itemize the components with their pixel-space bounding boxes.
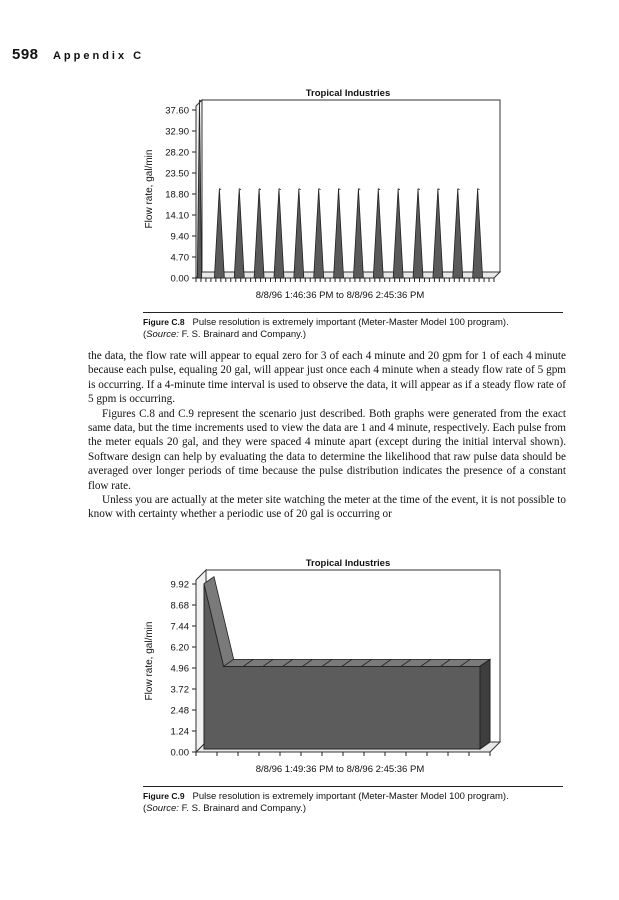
y-tick-label: 18.80 [165,189,189,201]
caption-label: Figure C.8 [143,317,185,327]
y-tick-label: 0.00 [170,747,189,759]
figure-c8-chart [0,86,619,306]
source-label: Source: [146,803,179,814]
y-tick-label: 0.00 [170,273,189,285]
x-axis-label: 8/8/96 1:49:36 PM to 8/8/96 2:45:36 PM [255,764,425,775]
page-number: 598 [12,46,39,63]
running-head: Appendix C [52,50,145,62]
y-tick-label: 37.60 [165,105,189,117]
figure-c9-chart [0,556,619,782]
y-tick-label: 28.20 [165,147,189,159]
source-text: F. S. Brainard and Company. [181,329,303,340]
y-tick-label: 14.10 [165,210,189,222]
source-label: Source: [146,329,179,340]
caption-label: Figure C.9 [143,791,185,801]
y-tick-label: 3.72 [170,684,189,696]
y-tick-label: 4.70 [170,252,189,264]
body-text [88,349,566,522]
paragraph-2: Figures C.8 and C.9 represent the scenario just described. Both graphs were generated from the exact same data, but the time increments used to view the data are 1 and 4 minute, respectively. Each pulse from the meter equals 20 gal, and they were spaced 4 minute apart (except during the initial interval shown). Software design can help by evaluating the data to determine the likelihood that raw pulse data should be averaged over longer periods of time because the pulse distribution indicates the presence of a constant flow rate. [88,407,566,492]
x-axis-label: 8/8/96 1:46:36 PM to 8/8/96 2:45:36 PM [255,290,425,301]
y-axis-label: Flow rate, gal/min [144,149,155,229]
y-tick-label: 7.44 [170,621,189,633]
y-tick-label: 4.96 [170,663,189,675]
y-tick-label: 1.24 [170,726,189,738]
figure-c8-svg [0,86,619,306]
figure-c8-caption: Figure C.8 Pulse resolution is extremely important (Meter-Master Model 100 program). (Source: F. S. Brainard and Company.) [143,312,563,341]
y-tick-label: 9.92 [170,579,189,591]
caption-text: Pulse resolution is extremely important (Meter-Master Model 100 program). [192,791,509,802]
y-tick-label: 9.40 [170,231,189,243]
paragraph-3: Unless you are actually at the meter site watching the meter at the time of the event, it is not possible to know with certainty whether a periodic use of 20 gal is occurring or [88,494,566,521]
page-header [12,46,144,64]
y-tick-label: 32.90 [165,126,189,138]
area-side-face [480,659,490,749]
source-text: F. S. Brainard and Company. [181,803,303,814]
figure-c9-caption: Figure C.9 Pulse resolution is extremely important (Meter-Master Model 100 program). (Source: F. S. Brainard and Company.) [143,786,563,815]
y-tick-label: 6.20 [170,642,189,654]
figure-c9-svg [0,556,619,782]
caption-text: Pulse resolution is extremely important (Meter-Master Model 100 program). [192,317,509,328]
y-tick-label: 2.48 [170,705,189,717]
paragraph-1: the data, the flow rate will appear to equal zero for 3 of each 4 minute and 20 gpm for 1 of each 4 minute because each pulse, equaling 20 gal, will appear just once each 4 minute when a steady flow rate of 5 gpm is occurring. If a 4-minute time interval is used to observe the data, it will appear as if a steady flow rate of 5 gpm is occurring. [88,350,566,406]
y-axis-label: Flow rate, gal/min [144,621,155,701]
y-tick-label: 23.50 [165,168,189,180]
chart-title: Tropical Industries [305,558,391,569]
chart-title: Tropical Industries [305,88,391,99]
y-tick-label: 8.68 [170,600,189,612]
